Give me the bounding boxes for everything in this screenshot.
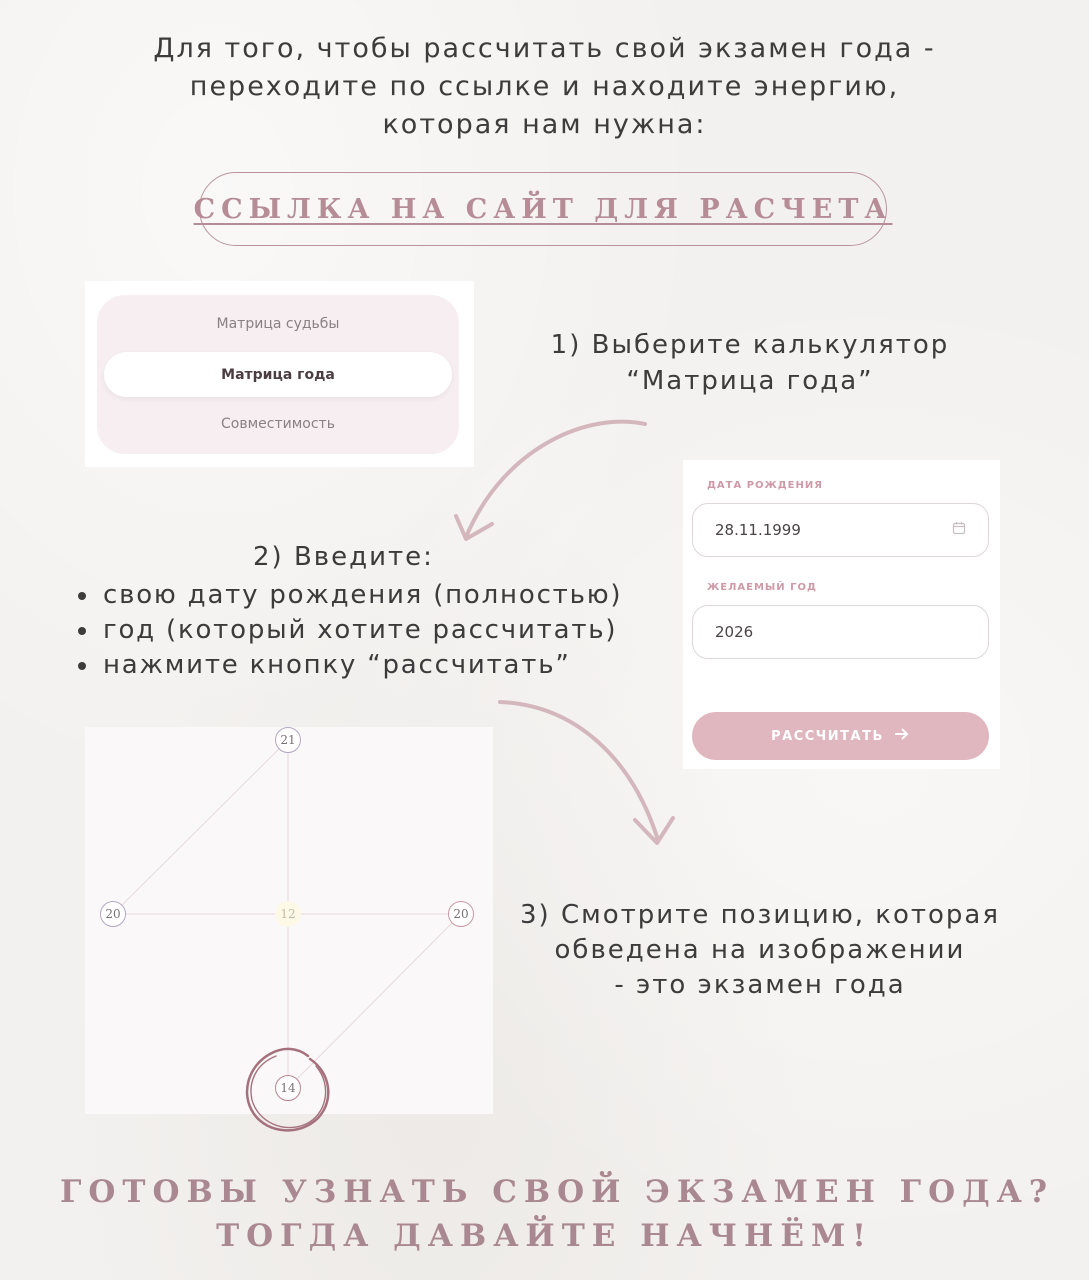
arrow-right-icon bbox=[894, 727, 910, 745]
closing-call-to-action bbox=[60, 1170, 1055, 1258]
menu-item-destiny-matrix[interactable]: Матрица судьбы bbox=[216, 316, 340, 332]
matrix-node-left: 20 bbox=[100, 901, 126, 927]
calculate-button-label: РАССЧИТАТЬ bbox=[771, 728, 884, 744]
matrix-node-bottom: 14 bbox=[275, 1075, 301, 1101]
matrix-node-top: 21 bbox=[275, 727, 301, 753]
curved-arrow-1-icon bbox=[456, 422, 645, 539]
step-3-line-3: - это экзамен года bbox=[614, 970, 906, 1000]
menu-item-compatibility[interactable]: Совместимость bbox=[221, 416, 335, 432]
intro-line-2: переходите по ссылке и находите энергию, bbox=[189, 71, 900, 102]
step-1-instruction bbox=[530, 327, 970, 399]
intro-line-3: которая нам нужна: bbox=[382, 109, 707, 140]
menu-item-year-matrix-label: Матрица года bbox=[221, 366, 335, 383]
desired-year-label: ЖЕЛАЕМЫЙ ГОД bbox=[707, 582, 817, 593]
curved-arrow-2-icon bbox=[500, 702, 673, 843]
matrix-node-right: 20 bbox=[448, 901, 474, 927]
step-3-instruction bbox=[520, 898, 1000, 1003]
step-1-line-1: 1) Выберите калькулятор bbox=[550, 330, 950, 360]
step-2-title: 2) Введите: bbox=[253, 542, 434, 572]
menu-item-year-matrix[interactable] bbox=[104, 352, 452, 397]
intro-text bbox=[100, 30, 989, 144]
step-1-line-2: “Матрица года” bbox=[626, 366, 874, 396]
closing-line-1: ГОТОВЫ УЗНАТЬ СВОЙ ЭКЗАМЕН ГОДА? bbox=[60, 1174, 1055, 1210]
matrix-node-center: 12 bbox=[275, 901, 301, 927]
birth-date-field[interactable] bbox=[692, 503, 989, 557]
step-2-list bbox=[75, 578, 622, 683]
birth-date-label: ДАТА РОЖДЕНИЯ bbox=[707, 480, 823, 491]
step-2-item-year: год (который хотите рассчитать) bbox=[75, 613, 622, 648]
calculate-button[interactable] bbox=[692, 712, 989, 760]
step-2-item-birthdate: свою дату рождения (полностью) bbox=[75, 578, 622, 613]
birth-date-value: 28.11.1999 bbox=[715, 521, 801, 539]
calculation-site-link-button[interactable] bbox=[193, 172, 893, 246]
step-3-line-2: обведена на изображении bbox=[554, 935, 966, 965]
closing-line-2: ТОГДА ДАВАЙТЕ НАЧНЁМ! bbox=[216, 1218, 873, 1254]
step-2-item-press-button: нажмите кнопку “рассчитать” bbox=[75, 648, 622, 683]
desired-year-value: 2026 bbox=[715, 623, 754, 641]
year-matrix-screenshot bbox=[85, 727, 493, 1114]
intro-line-1: Для того, чтобы рассчитать свой экзамен года - bbox=[153, 33, 936, 64]
calculation-site-link-label[interactable]: ССЫЛКА НА САЙТ ДЛЯ РАСЧЕТА bbox=[193, 193, 893, 225]
step-3-line-1: 3) Смотрите позицию, которая bbox=[520, 900, 1000, 930]
calendar-icon[interactable] bbox=[952, 521, 966, 539]
desired-year-field[interactable] bbox=[692, 605, 989, 659]
